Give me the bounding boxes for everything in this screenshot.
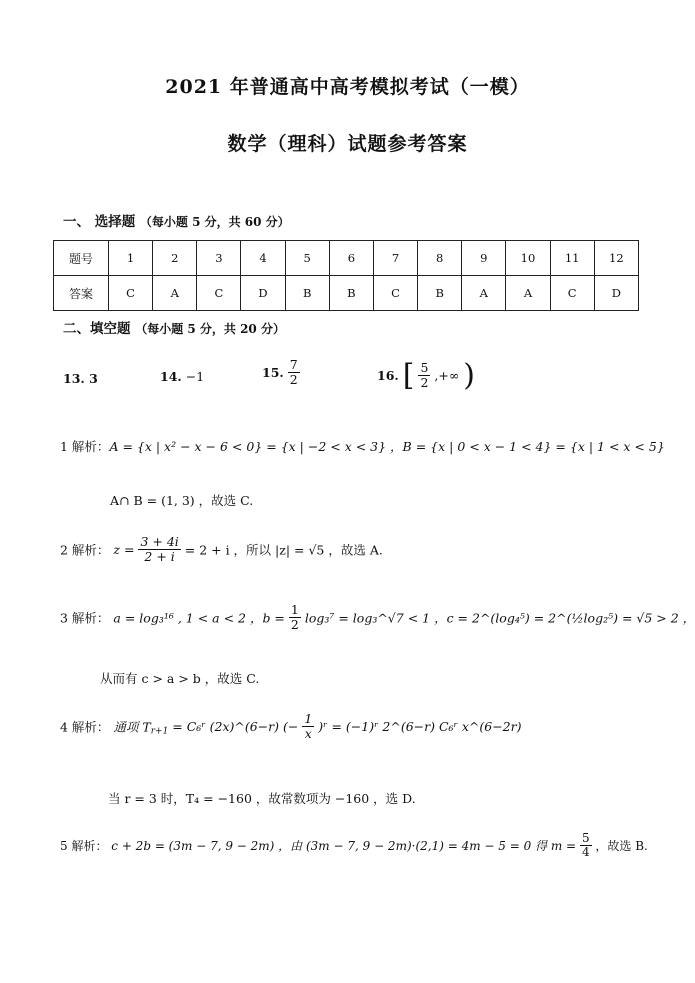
solution-label: 2 解析： — [60, 542, 110, 558]
question-number: 16. — [377, 368, 399, 383]
table-cell: B — [285, 276, 329, 311]
numerator: 5 — [581, 831, 590, 845]
fill-answer-16 — [377, 358, 475, 393]
solution-text: 通项 T — [113, 719, 151, 735]
table-cell: B — [418, 276, 462, 311]
solution-3-conclusion: 从而有 c > a > b ，故选 C. — [100, 671, 260, 686]
section-title: 二、填空题 — [63, 321, 131, 337]
row-header-answer: 答案 — [54, 276, 109, 311]
denominator: 2 — [420, 375, 429, 390]
solution-text: = 2 + i ，所以 |z| = √5 ，故选 A. — [184, 542, 383, 558]
table-cell: 3 — [197, 241, 241, 276]
solution-2 — [60, 535, 383, 564]
solution-label: 4 解析： — [60, 719, 110, 735]
table-cell: A — [506, 276, 550, 311]
numerator: 1 — [290, 602, 299, 617]
solution-3 — [60, 603, 695, 632]
solution-label: 3 解析： — [60, 610, 110, 626]
answer-table — [53, 240, 639, 311]
right-paren: ) — [463, 358, 475, 393]
table-cell: D — [241, 276, 285, 311]
denominator: 4 — [581, 845, 590, 860]
table-cell: 11 — [550, 241, 594, 276]
solution-4 — [60, 712, 521, 741]
left-bracket: [ — [402, 358, 415, 393]
table-cell: 5 — [285, 241, 329, 276]
fraction — [138, 535, 180, 564]
fill-answer-13: 13. 3 — [63, 371, 98, 386]
question-number: 15. — [262, 364, 284, 380]
denominator: x — [304, 725, 312, 741]
fraction — [289, 603, 301, 632]
denominator: 2 — [290, 616, 299, 632]
denominator: 2 — [289, 371, 298, 387]
table-cell: 8 — [418, 241, 462, 276]
table-cell: 6 — [329, 241, 373, 276]
solution-text: ，故选 B. — [595, 839, 648, 854]
section-note: （每小题 5 分，共 60 分） — [139, 215, 290, 229]
numerator: 3 + 4i — [140, 534, 179, 549]
table-cell: 2 — [153, 241, 197, 276]
answer-value: −1 — [185, 369, 205, 384]
table-cell: 10 — [506, 241, 550, 276]
solution-text: log₃⁷ = log₃^√7 < 1 ，c = 2^(log₄⁵) = 2^(½log₂⁵) = √5 > 2 ， — [304, 610, 695, 626]
table-row-answers — [54, 276, 639, 311]
section-title: 一、 选择题 — [63, 214, 136, 230]
fraction — [580, 832, 592, 859]
solution-text: = C₆ʳ (2x)^(6−r) (− — [168, 718, 299, 734]
table-row-numbers — [54, 241, 639, 276]
table-cell: 9 — [462, 241, 506, 276]
solution-4-conclusion: 当 r = 3 时，T₄ = −160 ，故常数项为 −160 ，选 D. — [108, 791, 416, 806]
solution-1-conclusion: A∩ B = (1, 3) ，故选 C. — [110, 493, 254, 508]
table-cell: D — [594, 276, 638, 311]
solution-text: A = {x | x² − x − 6 < 0} = {x | −2 < x < 3} ，B = {x | 0 < x − 1 < 4} = {x | 1 < x < 5} — [109, 439, 665, 454]
section-heading-choice — [63, 210, 290, 230]
table-cell: 12 — [594, 241, 638, 276]
subscript: r+1 — [150, 726, 169, 737]
numerator: 1 — [304, 711, 313, 726]
numerator: 5 — [420, 360, 429, 376]
fill-answer-15 — [262, 358, 300, 387]
solution-1 — [60, 437, 665, 455]
solution-text: c + 2b = (3m − 7, 9 − 2m) ，由 (3m − 7, 9 − 2m)·(2,1) = 4m − 5 = 0 得 m = — [111, 839, 577, 854]
numerator: 7 — [289, 357, 298, 372]
fraction — [288, 358, 300, 387]
page-subtitle: 数学（理科）试题参考答案 — [227, 133, 468, 155]
table-cell: C — [550, 276, 594, 311]
table-cell: C — [109, 276, 153, 311]
fill-answer-14 — [160, 369, 204, 384]
section-heading-fill — [63, 317, 285, 337]
table-cell: A — [153, 276, 197, 311]
section-note: （每小题 5 分，共 20 分） — [135, 322, 285, 336]
denominator: 2 + i — [144, 548, 175, 564]
solution-label: 1 解析： — [60, 439, 110, 454]
question-number: 14. — [160, 369, 182, 384]
solution-text: a = log₃¹⁶ , 1 < a < 2 ，b = — [113, 610, 285, 626]
page-title: 2021 年普通高中高考模拟考试（一模） — [165, 76, 530, 98]
table-cell: 4 — [241, 241, 285, 276]
table-cell: A — [462, 276, 506, 311]
table-cell: B — [329, 276, 373, 311]
table-cell: C — [197, 276, 241, 311]
solution-5 — [60, 832, 648, 859]
fraction — [302, 712, 314, 741]
solution-text: z = — [113, 541, 135, 557]
row-header-number: 题号 — [54, 241, 109, 276]
table-cell: 7 — [373, 241, 417, 276]
fraction — [418, 361, 430, 390]
solution-text: )ʳ = (−1)ʳ 2^(6−r) C₆ʳ x^(6−2r) — [318, 718, 522, 734]
table-cell: C — [373, 276, 417, 311]
table-cell: 1 — [109, 241, 153, 276]
interval-tail: ,+∞ — [434, 368, 460, 383]
solution-label: 5 解析： — [60, 839, 108, 854]
